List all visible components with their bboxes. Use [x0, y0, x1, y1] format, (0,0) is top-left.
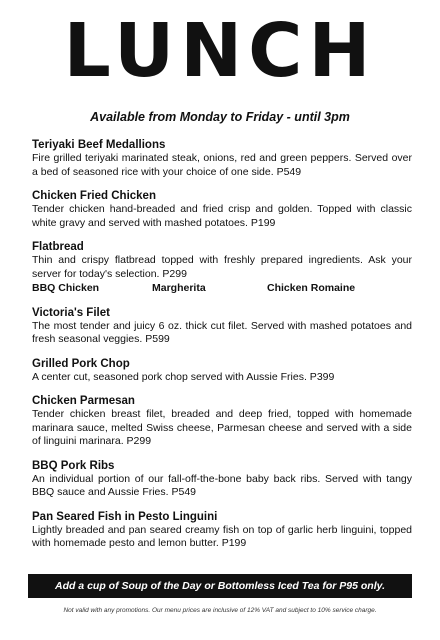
menu-item: [32, 240, 412, 296]
variant-label: BBQ Chicken: [32, 282, 100, 294]
menu-list: [32, 138, 412, 561]
item-description: Tender chicken breast filet, breaded and deep fried, topped with homemade marinara sauce, melted Swiss cheese, Parmesan cheese and served with a side of linguini marinara. P299: [32, 408, 412, 447]
variant-label: Margherita: [152, 282, 206, 294]
item-name: Pan Seared Fish in Pesto Linguini: [32, 510, 218, 523]
menu-item: [32, 306, 412, 347]
item-description: A center cut, seasoned pork chop served with Aussie Fries. P399: [32, 370, 335, 383]
item-name: Chicken Fried Chicken: [32, 190, 156, 202]
item-description: An individual portion of our fall-off-the-bone baby back ribs. Served with tangy BBQ sauce and Aussie Fries. P549: [32, 472, 412, 498]
menu-title: LUNCH: [63, 8, 377, 94]
item-name: Chicken Parmesan: [32, 395, 135, 407]
item-name: Victoria's Filet: [32, 306, 110, 319]
menu-item: [32, 459, 412, 500]
item-description: Fire grilled teriyaki marinated steak, onions, red and green peppers. Served over a bed of seasoned rice with your choice of one side. P549: [32, 152, 412, 178]
menu-item: [32, 357, 412, 385]
availability-subtitle: Available from Monday to Friday - until 3pm: [90, 110, 350, 124]
item-name: BBQ Pork Ribs: [32, 459, 115, 472]
footnote-disclaimer: Not valid with any promotions. Our menu prices are inclusive of 12% VAT and subject to 10% service charge.: [63, 607, 377, 614]
menu-item: [32, 138, 412, 179]
menu-item: [32, 189, 412, 230]
item-description: Thin and crispy flatbread topped with freshly prepared ingredients. Ask your server for today's selection. P299: [32, 254, 412, 280]
item-name: Teriyaki Beef Medallions: [32, 139, 166, 151]
item-description: The most tender and juicy 6 oz. thick cut filet. Served with mashed potatoes and fresh seasonal veggies. P599: [32, 319, 412, 345]
menu-item: [32, 394, 412, 449]
menu-item: [32, 510, 412, 551]
item-description: Lightly breaded and pan seared creamy fish on top of garlic herb linguini, topped with homemade pesto and lemon butter. P199: [32, 523, 412, 549]
item-description: Tender chicken hand-breaded and fried crisp and golden. Topped with classic white gravy and served with mashed potatoes. P199: [32, 203, 412, 229]
flatbread-variants: [32, 282, 412, 296]
item-name: Grilled Pork Chop: [32, 357, 130, 370]
item-name: Flatbread: [32, 241, 84, 253]
variant-label: Chicken Romaine: [267, 282, 356, 294]
promo-banner: Add a cup of Soup of the Day or Bottomless Iced Tea for P95 only.: [28, 574, 412, 598]
